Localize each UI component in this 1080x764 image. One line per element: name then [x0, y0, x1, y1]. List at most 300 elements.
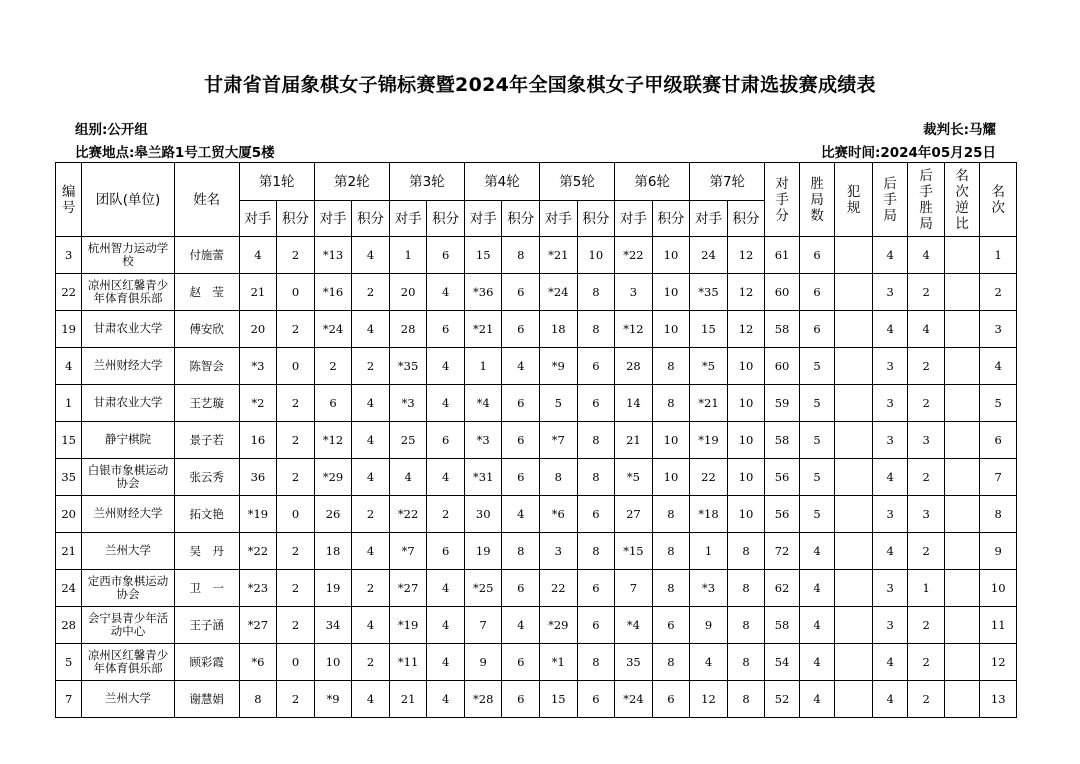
table-row: [56, 607, 1017, 644]
round-7-opponent: 9: [690, 607, 728, 644]
round-6-points: 10: [652, 459, 690, 496]
match-date-label: 比赛时间:2024年05月25日: [820, 145, 996, 161]
header-foul-text: 犯规: [846, 183, 861, 216]
round-6-points: 8: [652, 348, 690, 385]
round-5-points: 6: [577, 681, 615, 718]
round-1-opponent: 8: [239, 681, 277, 718]
round-7-opponent: *19: [690, 422, 728, 459]
player-number: 35: [56, 459, 82, 496]
round-7-points: 10: [727, 496, 765, 533]
rank: 8: [980, 496, 1017, 533]
round-3-points: 6: [427, 422, 465, 459]
round-5-opponent: *7: [540, 422, 578, 459]
round-1-opponent: 20: [239, 311, 277, 348]
player-name: 付施蕾: [174, 237, 239, 274]
round-5-points: 8: [577, 644, 615, 681]
header-round-4: 第4轮: [464, 163, 539, 201]
team-name: 兰州财经大学: [82, 348, 174, 385]
player-number: 15: [56, 422, 82, 459]
round-5-opponent: 18: [540, 311, 578, 348]
round-7-points: 12: [727, 237, 765, 274]
foul: [835, 533, 873, 570]
second-wins: 2: [908, 533, 945, 570]
round-1-opponent: 36: [239, 459, 277, 496]
round-7-points: 8: [727, 533, 765, 570]
round-7-opponent: 22: [690, 459, 728, 496]
foul: [835, 644, 873, 681]
round-7-opponent: 12: [690, 681, 728, 718]
second-wins: 2: [908, 348, 945, 385]
player-number: 20: [56, 496, 82, 533]
round-5-opponent: *21: [540, 237, 578, 274]
round-5-points: 8: [577, 459, 615, 496]
table-row: [56, 644, 1017, 681]
foul: [835, 311, 873, 348]
round-6-opponent: *22: [615, 237, 653, 274]
round-5-points: 8: [577, 422, 615, 459]
round-4-opponent: *21: [464, 311, 502, 348]
rank: 2: [980, 274, 1017, 311]
round-3-opponent: 4: [389, 459, 427, 496]
rank-reverse: [944, 496, 980, 533]
round-2-opponent: 26: [314, 496, 352, 533]
header-number: 编号: [56, 163, 82, 237]
rank-reverse: [944, 311, 980, 348]
round-2-points: 4: [352, 385, 390, 422]
second-wins: 2: [908, 459, 945, 496]
header-round-7-points: 积分: [727, 201, 765, 237]
round-5-opponent: 3: [540, 533, 578, 570]
round-3-opponent: 1: [389, 237, 427, 274]
round-3-points: 4: [427, 274, 465, 311]
wins: 4: [799, 681, 835, 718]
header-round-5-opponent: 对手: [540, 201, 578, 237]
rank: 5: [980, 385, 1017, 422]
round-3-points: 4: [427, 459, 465, 496]
round-3-points: 4: [427, 644, 465, 681]
second-wins: 2: [908, 644, 945, 681]
second-wins: 4: [908, 237, 945, 274]
round-4-points: 8: [502, 533, 540, 570]
round-7-points: 12: [727, 311, 765, 348]
round-2-opponent: 34: [314, 607, 352, 644]
round-2-points: 4: [352, 237, 390, 274]
round-7-points: 10: [727, 348, 765, 385]
round-6-opponent: 21: [615, 422, 653, 459]
opponent-score: 52: [765, 681, 800, 718]
header-round-2-points: 积分: [352, 201, 390, 237]
wins: 5: [799, 385, 835, 422]
round-3-points: 4: [427, 385, 465, 422]
header-rank: [980, 163, 1017, 237]
rank: 13: [980, 681, 1017, 718]
round-1-points: 2: [277, 681, 315, 718]
round-4-opponent: *28: [464, 681, 502, 718]
opponent-score: 62: [765, 570, 800, 607]
round-5-points: 6: [577, 607, 615, 644]
player-number: 22: [56, 274, 82, 311]
round-3-opponent: 25: [389, 422, 427, 459]
rank: 9: [980, 533, 1017, 570]
rank: 10: [980, 570, 1017, 607]
round-1-opponent: *22: [239, 533, 277, 570]
header-second-games: [872, 163, 908, 237]
second-games: 3: [872, 607, 908, 644]
round-3-opponent: *7: [389, 533, 427, 570]
rank-reverse: [944, 607, 980, 644]
round-3-opponent: *11: [389, 644, 427, 681]
table-row: [56, 311, 1017, 348]
player-number: 5: [56, 644, 82, 681]
round-4-opponent: *25: [464, 570, 502, 607]
round-6-points: 10: [652, 237, 690, 274]
rank-reverse: [944, 681, 980, 718]
player-name: 卫 一: [174, 570, 239, 607]
round-2-opponent: *12: [314, 422, 352, 459]
second-games: 3: [872, 422, 908, 459]
rank-reverse: [944, 533, 980, 570]
round-6-opponent: *12: [615, 311, 653, 348]
wins: 5: [799, 422, 835, 459]
round-1-points: 2: [277, 570, 315, 607]
team-name: 静宁棋院: [82, 422, 174, 459]
round-2-points: 4: [352, 422, 390, 459]
player-name: 王艺璇: [174, 385, 239, 422]
rank: 7: [980, 459, 1017, 496]
round-5-points: 6: [577, 348, 615, 385]
round-3-points: 6: [427, 237, 465, 274]
opponent-score: 60: [765, 274, 800, 311]
round-2-opponent: 6: [314, 385, 352, 422]
header-round-1-points: 积分: [277, 201, 315, 237]
round-4-points: 4: [502, 607, 540, 644]
round-5-opponent: *6: [540, 496, 578, 533]
wins: 6: [799, 311, 835, 348]
round-4-points: 6: [502, 274, 540, 311]
round-5-opponent: 22: [540, 570, 578, 607]
header-round-2-opponent: 对手: [314, 201, 352, 237]
rank-reverse: [944, 385, 980, 422]
round-3-points: 4: [427, 570, 465, 607]
round-4-points: 6: [502, 681, 540, 718]
player-name: 顾彩霞: [174, 644, 239, 681]
wins: 5: [799, 348, 835, 385]
round-6-points: 8: [652, 644, 690, 681]
round-6-points: 10: [652, 274, 690, 311]
header-round-7-opponent: 对手: [690, 201, 728, 237]
round-1-points: 2: [277, 459, 315, 496]
round-2-opponent: *16: [314, 274, 352, 311]
round-1-opponent: *27: [239, 607, 277, 644]
header-opponent-score: [765, 163, 800, 237]
header-wins: [799, 163, 835, 237]
team-name: 兰州大学: [82, 533, 174, 570]
header-round-3: 第3轮: [389, 163, 464, 201]
round-3-opponent: *27: [389, 570, 427, 607]
second-games: 4: [872, 644, 908, 681]
round-5-points: 10: [577, 237, 615, 274]
player-name: 傅安欣: [174, 311, 239, 348]
round-4-opponent: 9: [464, 644, 502, 681]
round-6-points: 8: [652, 570, 690, 607]
player-name: 赵 莹: [174, 274, 239, 311]
opponent-score: 56: [765, 496, 800, 533]
round-7-points: 12: [727, 274, 765, 311]
wins: 6: [799, 274, 835, 311]
player-number: 19: [56, 311, 82, 348]
table-row: [56, 237, 1017, 274]
foul: [835, 385, 873, 422]
second-wins: 2: [908, 681, 945, 718]
round-3-opponent: *3: [389, 385, 427, 422]
second-wins: 2: [908, 607, 945, 644]
round-1-opponent: 16: [239, 422, 277, 459]
opponent-score: 58: [765, 311, 800, 348]
rank-reverse: [944, 644, 980, 681]
second-games: 3: [872, 274, 908, 311]
round-4-points: 6: [502, 311, 540, 348]
round-1-points: 0: [277, 644, 315, 681]
second-wins: 1: [908, 570, 945, 607]
round-6-points: 10: [652, 422, 690, 459]
round-6-opponent: 27: [615, 496, 653, 533]
round-1-opponent: *3: [239, 348, 277, 385]
opponent-score: 60: [765, 348, 800, 385]
rank-reverse: [944, 237, 980, 274]
rank: 11: [980, 607, 1017, 644]
second-games: 4: [872, 311, 908, 348]
team-name: 甘肃农业大学: [82, 385, 174, 422]
round-4-opponent: 15: [464, 237, 502, 274]
round-1-points: 2: [277, 533, 315, 570]
header-round-7: 第7轮: [690, 163, 765, 201]
rank: 6: [980, 422, 1017, 459]
results-table: [55, 162, 1017, 718]
round-7-points: 10: [727, 385, 765, 422]
round-5-opponent: 5: [540, 385, 578, 422]
round-2-points: 2: [352, 644, 390, 681]
round-1-points: 2: [277, 311, 315, 348]
round-1-points: 2: [277, 422, 315, 459]
round-6-opponent: 3: [615, 274, 653, 311]
round-7-opponent: 15: [690, 311, 728, 348]
table-row: [56, 422, 1017, 459]
round-2-points: 2: [352, 570, 390, 607]
foul: [835, 681, 873, 718]
header-round-4-points: 积分: [502, 201, 540, 237]
round-4-points: 4: [502, 348, 540, 385]
round-4-opponent: *36: [464, 274, 502, 311]
round-1-opponent: 21: [239, 274, 277, 311]
round-4-opponent: 1: [464, 348, 502, 385]
table-row: [56, 385, 1017, 422]
team-name: 兰州财经大学: [82, 496, 174, 533]
wins: 5: [799, 496, 835, 533]
header-round-5: 第5轮: [540, 163, 615, 201]
opponent-score: 61: [765, 237, 800, 274]
opponent-score: 59: [765, 385, 800, 422]
round-2-points: 2: [352, 348, 390, 385]
venue-label: 比赛地点:皋兰路1号工贸大厦5楼: [75, 145, 275, 161]
page-title: 甘肃省首届象棋女子锦标赛暨2024年全国象棋女子甲级联赛甘肃选拔赛成绩表: [204, 74, 876, 96]
wins: 4: [799, 644, 835, 681]
header-second-games-text: 后手局: [883, 175, 897, 224]
round-6-points: 8: [652, 496, 690, 533]
second-games: 3: [872, 570, 908, 607]
round-3-opponent: 21: [389, 681, 427, 718]
round-6-points: 10: [652, 311, 690, 348]
player-name: 景子若: [174, 422, 239, 459]
round-2-opponent: 18: [314, 533, 352, 570]
round-7-opponent: *3: [690, 570, 728, 607]
round-3-points: 4: [427, 348, 465, 385]
wins: 5: [799, 459, 835, 496]
round-2-opponent: 2: [314, 348, 352, 385]
header-foul: [835, 163, 873, 237]
round-2-points: 2: [352, 274, 390, 311]
team-name: 甘肃农业大学: [82, 311, 174, 348]
wins: 6: [799, 237, 835, 274]
player-name: 张云秀: [174, 459, 239, 496]
player-name: 吴 丹: [174, 533, 239, 570]
round-7-points: 8: [727, 570, 765, 607]
rank-reverse: [944, 348, 980, 385]
team-name: 白银市象棋运动协会: [82, 459, 174, 496]
round-3-opponent: *22: [389, 496, 427, 533]
round-4-opponent: *4: [464, 385, 502, 422]
round-1-opponent: *6: [239, 644, 277, 681]
foul: [835, 422, 873, 459]
round-2-opponent: *29: [314, 459, 352, 496]
round-7-points: 8: [727, 607, 765, 644]
round-2-opponent: *9: [314, 681, 352, 718]
round-4-opponent: 30: [464, 496, 502, 533]
player-name: 王子涵: [174, 607, 239, 644]
player-number: 3: [56, 237, 82, 274]
round-6-opponent: *5: [615, 459, 653, 496]
header-round-6-points: 积分: [652, 201, 690, 237]
header-rank-reverse: [944, 163, 980, 237]
player-name: 谢慧娟: [174, 681, 239, 718]
table-row: [56, 459, 1017, 496]
round-4-points: 6: [502, 459, 540, 496]
round-5-points: 8: [577, 533, 615, 570]
round-6-points: 8: [652, 385, 690, 422]
wins: 4: [799, 607, 835, 644]
round-3-points: 2: [427, 496, 465, 533]
rank-reverse: [944, 274, 980, 311]
round-1-points: 2: [277, 385, 315, 422]
round-7-opponent: 1: [690, 533, 728, 570]
rank: 3: [980, 311, 1017, 348]
round-7-opponent: 24: [690, 237, 728, 274]
round-4-points: 6: [502, 385, 540, 422]
header-rank-reverse-text: 名次逆比: [955, 167, 969, 232]
round-3-opponent: 28: [389, 311, 427, 348]
rank: 1: [980, 237, 1017, 274]
round-7-points: 10: [727, 422, 765, 459]
player-number: 24: [56, 570, 82, 607]
round-1-points: 0: [277, 348, 315, 385]
round-5-opponent: *9: [540, 348, 578, 385]
round-7-points: 8: [727, 681, 765, 718]
foul: [835, 607, 873, 644]
header-round-3-opponent: 对手: [389, 201, 427, 237]
round-2-points: 4: [352, 533, 390, 570]
round-3-opponent: 20: [389, 274, 427, 311]
header-round-4-opponent: 对手: [464, 201, 502, 237]
round-3-points: 4: [427, 607, 465, 644]
second-games: 4: [872, 533, 908, 570]
table-row: [56, 496, 1017, 533]
table-row: [56, 274, 1017, 311]
round-4-points: 4: [502, 496, 540, 533]
round-4-points: 6: [502, 570, 540, 607]
round-5-points: 6: [577, 570, 615, 607]
team-name: 凉州区红馨青少年体育俱乐部: [82, 274, 174, 311]
round-2-opponent: 10: [314, 644, 352, 681]
round-6-opponent: *4: [615, 607, 653, 644]
round-4-points: 8: [502, 237, 540, 274]
round-2-points: 4: [352, 681, 390, 718]
round-5-opponent: 15: [540, 681, 578, 718]
header-round-6: 第6轮: [615, 163, 690, 201]
table-row: [56, 681, 1017, 718]
table-row: [56, 348, 1017, 385]
header-wins-text: 胜局数: [810, 175, 824, 224]
round-1-points: 0: [277, 496, 315, 533]
round-7-opponent: *21: [690, 385, 728, 422]
rank: 12: [980, 644, 1017, 681]
second-wins: 3: [908, 422, 945, 459]
round-1-opponent: 4: [239, 237, 277, 274]
foul: [835, 274, 873, 311]
round-6-points: 8: [652, 533, 690, 570]
second-games: 4: [872, 237, 908, 274]
team-name: 兰州大学: [82, 681, 174, 718]
wins: 4: [799, 533, 835, 570]
second-games: 4: [872, 459, 908, 496]
rank-reverse: [944, 422, 980, 459]
round-1-points: 2: [277, 607, 315, 644]
round-3-points: 4: [427, 681, 465, 718]
round-5-opponent: *1: [540, 644, 578, 681]
header-second-wins: [908, 163, 945, 237]
round-5-opponent: 8: [540, 459, 578, 496]
header-round-3-points: 积分: [427, 201, 465, 237]
round-4-opponent: *3: [464, 422, 502, 459]
wins: 4: [799, 570, 835, 607]
round-3-points: 6: [427, 533, 465, 570]
rank-reverse: [944, 570, 980, 607]
foul: [835, 348, 873, 385]
round-5-points: 8: [577, 274, 615, 311]
opponent-score: 54: [765, 644, 800, 681]
rank-reverse: [944, 459, 980, 496]
foul: [835, 570, 873, 607]
round-3-opponent: *35: [389, 348, 427, 385]
chief-referee-label: 裁判长:马耀: [923, 122, 996, 138]
round-1-points: 2: [277, 237, 315, 274]
round-5-points: 6: [577, 385, 615, 422]
second-wins: 2: [908, 274, 945, 311]
round-6-points: 6: [652, 607, 690, 644]
player-number: 1: [56, 385, 82, 422]
foul: [835, 237, 873, 274]
round-6-opponent: 35: [615, 644, 653, 681]
round-5-points: 6: [577, 496, 615, 533]
opponent-score: 58: [765, 607, 800, 644]
